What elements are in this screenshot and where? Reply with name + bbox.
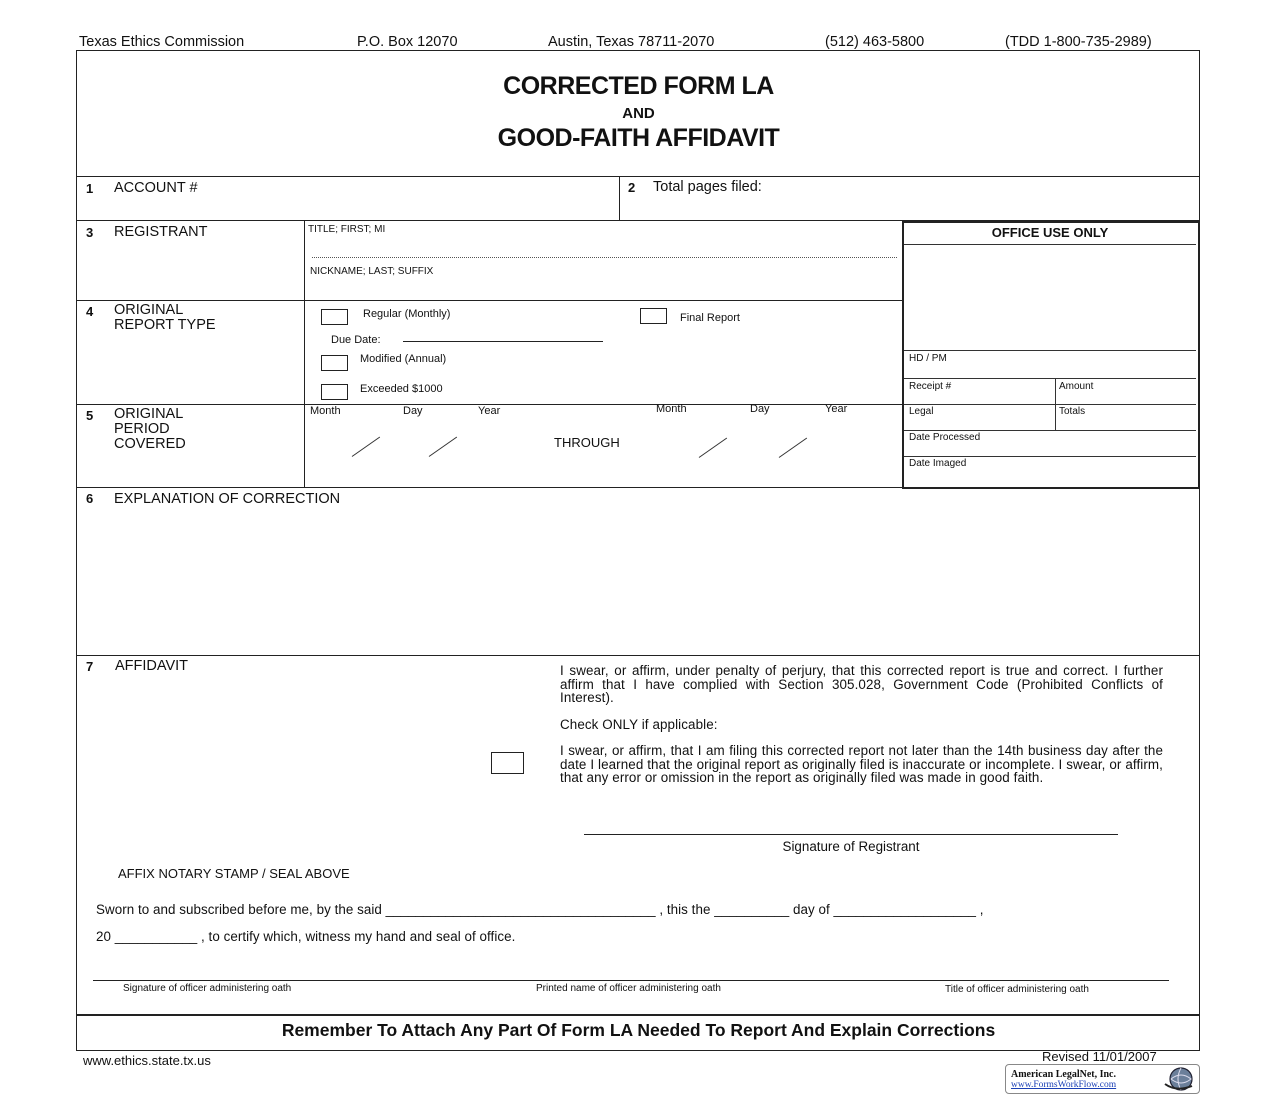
affidavit-paragraph-2: I swear, or affirm, that I am filing this corrected report not later than the 14th business day after the date I learned that the original report as originally filed is inaccurate or incomplete. I swear, or affirm, that any error or omission in the report as originally filed was made in good faith. <box>560 743 1163 785</box>
website-link[interactable]: www.ethics.state.tx.us <box>83 1053 211 1068</box>
regular-label: Regular (Monthly) <box>363 308 451 320</box>
section-number: 3 <box>86 225 94 240</box>
phone-number: (512) 463-5800 <box>825 34 925 50</box>
brand-badge <box>1005 1064 1200 1094</box>
through-label: THROUGH <box>554 435 620 450</box>
po-box: P.O. Box 12070 <box>357 34 458 50</box>
period-label-line1: ORIGINAL <box>114 406 184 422</box>
brand-name: American LegalNet, Inc. <box>1011 1069 1116 1080</box>
officer-signature-label: Signature of officer administering oath <box>123 983 292 994</box>
good-faith-checkbox[interactable] <box>491 752 524 774</box>
registrant-label: REGISTRANT <box>114 224 208 240</box>
period-label-line2: PERIOD <box>114 421 170 437</box>
officer-title-label: Title of officer administering oath <box>945 984 1089 995</box>
section-number: 7 <box>86 659 94 674</box>
to-day-label: Day <box>750 403 770 415</box>
affidavit-label: AFFIDAVIT <box>115 658 189 674</box>
report-type-label <box>114 303 216 333</box>
title-first-mi-label: TITLE; FIRST; MI <box>308 224 386 235</box>
to-year-label: Year <box>825 403 848 415</box>
legal-label: Legal <box>909 406 934 417</box>
section-number: 5 <box>86 408 94 423</box>
section-number: 1 <box>86 181 94 196</box>
exceeded-label: Exceeded $1000 <box>360 383 443 395</box>
account-label: ACCOUNT # <box>114 180 198 196</box>
divider <box>904 430 1196 431</box>
amount-label: Amount <box>1059 381 1094 392</box>
divider <box>76 655 1199 656</box>
check-only-label: Check ONLY if applicable: <box>560 717 718 732</box>
totals-label: Totals <box>1059 406 1086 417</box>
nickname-last-suffix-label: NICKNAME; LAST; SUFFIX <box>310 266 434 277</box>
exceeded-checkbox[interactable] <box>321 384 348 400</box>
title-line1: CORRECTED FORM LA <box>503 72 774 100</box>
revised-date: Revised 11/01/2007 <box>1042 1049 1157 1064</box>
divider <box>904 456 1196 457</box>
registrant-signature-label: Signature of Registrant <box>782 839 920 854</box>
due-date-field[interactable] <box>403 341 603 342</box>
notary-stamp-label: AFFIX NOTARY STAMP / SEAL ABOVE <box>118 866 350 881</box>
officer-printed-name-label: Printed name of officer administering oath <box>536 983 721 994</box>
globe-icon <box>1162 1066 1196 1092</box>
officer-signature-line[interactable] <box>93 980 1169 981</box>
receipt-label: Receipt # <box>909 381 952 392</box>
final-report-checkbox[interactable] <box>640 308 667 324</box>
divider <box>76 176 1199 177</box>
report-type-label-line2: REPORT TYPE <box>114 317 216 333</box>
date-imaged-label: Date Imaged <box>909 458 967 469</box>
report-type-label-line1: ORIGINAL <box>114 302 184 318</box>
date-processed-label: Date Processed <box>909 432 981 443</box>
section-number: 2 <box>628 180 636 195</box>
modified-label: Modified (Annual) <box>360 353 447 365</box>
office-use-title: OFFICE USE ONLY <box>991 225 1109 240</box>
title-line2: AND <box>622 105 655 122</box>
section-number: 4 <box>86 304 94 319</box>
hd-pm-label: HD / PM <box>909 353 947 364</box>
tdd-number: (TDD 1-800-735-2989) <box>1005 34 1152 50</box>
explanation-label: EXPLANATION OF CORRECTION <box>114 491 341 507</box>
brand-url[interactable]: www.FormsWorkFlow.com <box>1011 1080 1117 1090</box>
divider <box>76 300 902 301</box>
divider <box>304 220 305 487</box>
period-label-line3: COVERED <box>114 436 186 452</box>
from-day-label: Day <box>403 405 423 417</box>
divider <box>904 378 1196 379</box>
name-divider-dotted <box>312 257 897 258</box>
final-report-label: Final Report <box>680 312 740 324</box>
divider <box>1055 378 1056 430</box>
total-pages-label: Total pages filed: <box>653 179 762 195</box>
reminder-text: Remember To Attach Any Part Of Form LA Needed To Report And Explain Corrections <box>281 1020 996 1040</box>
registrant-signature-line[interactable] <box>584 834 1118 835</box>
from-year-label: Year <box>478 405 501 417</box>
certify-statement: 20 ___________ , to certify which, witness my hand and seal of office. <box>96 929 516 944</box>
city-address: Austin, Texas 78711-2070 <box>548 34 715 50</box>
title-line3: GOOD-FAITH AFFIDAVIT <box>497 124 780 152</box>
due-date-label: Due Date: <box>331 334 381 346</box>
affidavit-paragraph-1: I swear, or affirm, under penalty of perjury, that this corrected report is true and correct. I further affirm that I have complied with Section 305.028, Government Code (Prohibited Conflicts of Interest). <box>560 663 1163 705</box>
divider <box>619 176 620 220</box>
divider <box>904 244 1196 245</box>
regular-checkbox[interactable] <box>321 309 348 325</box>
to-month-label: Month <box>656 403 687 415</box>
agency-name: Texas Ethics Commission <box>79 34 245 50</box>
sworn-statement: Sworn to and subscribed before me, by the said ____________________________________ , this the __________ day of ___________________ , <box>96 902 984 917</box>
explanation-field[interactable] <box>80 512 1194 650</box>
period-label <box>114 407 186 452</box>
section-number: 6 <box>86 491 94 506</box>
form-title <box>76 72 1201 153</box>
divider <box>904 404 1196 405</box>
modified-checkbox[interactable] <box>321 355 348 371</box>
from-month-label: Month <box>310 405 341 417</box>
divider <box>904 350 1196 351</box>
